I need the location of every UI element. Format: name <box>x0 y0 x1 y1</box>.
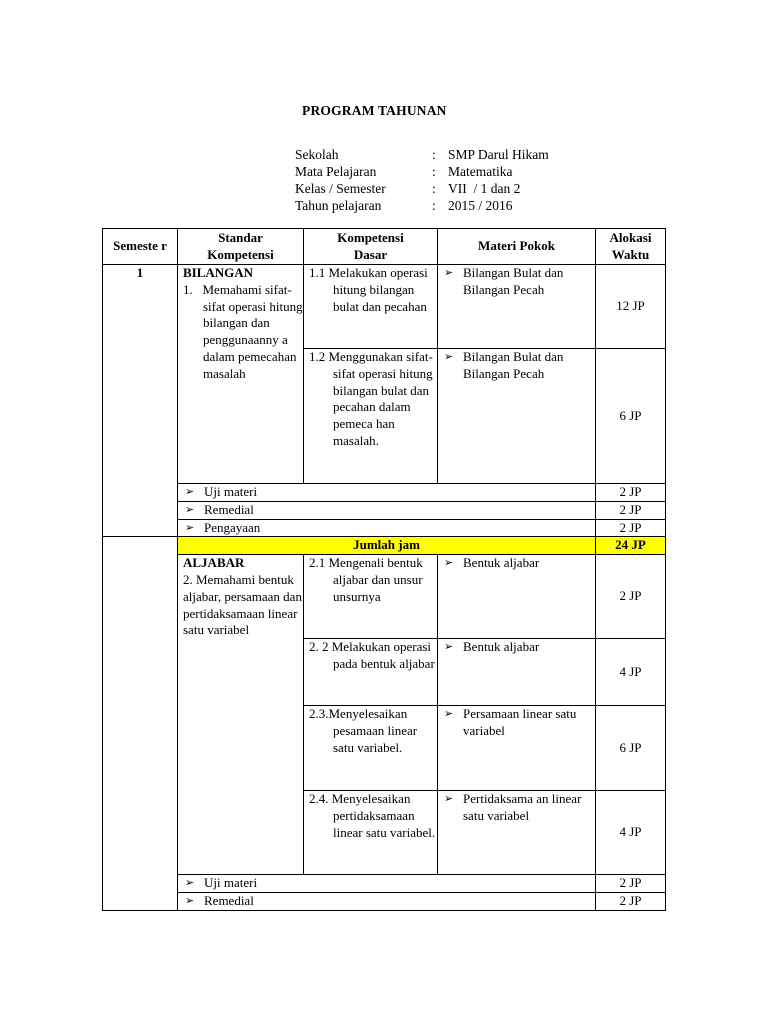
kd-text: 1.1 Melakukan operasi hitung bilangan bulat dan pecahan <box>309 265 428 314</box>
info-value: 2015 / 2016 <box>448 198 513 213</box>
table-row <box>103 892 666 910</box>
jp-cell: 6 JP <box>596 349 666 484</box>
header-alokasi: Alokasi Waktu <box>596 229 666 265</box>
arrow-right-icon: ➢ <box>185 894 195 907</box>
info-value: SMP Darul Hikam <box>448 147 549 162</box>
extra-label: Uji materi <box>204 875 258 891</box>
jp-cell: 2 JP <box>596 892 666 910</box>
info-label: Kelas / Semester <box>295 181 386 196</box>
jp-cell: 2 JP <box>596 875 666 893</box>
header-semester: Semeste r <box>103 229 178 265</box>
materi-text: Bilangan Bulat dan Bilangan Pecah <box>463 265 564 297</box>
info-colon: : <box>432 181 436 196</box>
table-row <box>103 519 666 537</box>
jumlah-row <box>103 537 666 555</box>
extra-label: Pengayaan <box>204 519 261 535</box>
materi-cell <box>438 265 596 349</box>
extra-label: Remedial <box>204 892 254 908</box>
table-header-row <box>103 229 666 265</box>
extra-cell <box>178 875 596 893</box>
kd-cell <box>304 265 438 349</box>
table-row <box>103 484 666 502</box>
table-row <box>103 555 666 639</box>
arrow-right-icon: ➢ <box>185 486 195 498</box>
jp-cell: 2 JP <box>596 484 666 502</box>
materi-text: Bentuk aljabar <box>463 639 540 655</box>
kd-cell <box>304 791 438 875</box>
info-block <box>295 146 549 214</box>
arrow-right-icon: ➢ <box>444 793 454 806</box>
page-title: PROGRAM TAHUNAN <box>302 103 447 118</box>
jp-cell: 2 JP <box>596 555 666 639</box>
info-row-mata-pelajaran <box>295 163 549 180</box>
arrow-right-icon: ➢ <box>185 877 195 890</box>
info-colon: : <box>432 147 436 162</box>
jp-cell: 6 JP <box>596 706 666 791</box>
materi-text: Bentuk aljabar <box>463 555 540 571</box>
materi-cell <box>438 639 596 706</box>
standar-desc: 1. Memahami sifat-sifat operasi hitung bilangan dan penggunaanny a dalam pemecahan masalah <box>183 281 306 381</box>
info-row-tahun <box>295 197 549 214</box>
jp-cell: 2 JP <box>596 501 666 519</box>
jp-cell: 4 JP <box>596 791 666 875</box>
kd-text: 2.3.Menyelesaikan pesamaan linear satu variabel. <box>309 706 418 755</box>
info-value: Matematika <box>448 164 513 179</box>
jumlah-value: 24 JP <box>596 537 666 555</box>
kd-text: 2.4. Menyelesaikan pertidaksamaan linear satu variabel. <box>309 791 436 840</box>
info-label: Sekolah <box>295 147 339 162</box>
kd-cell <box>304 639 438 706</box>
materi-text: Pertidaksama an linear satu variabel <box>463 791 582 823</box>
materi-text: Persamaan linear satu variabel <box>463 706 577 738</box>
jp-cell: 2 JP <box>596 519 666 537</box>
table-row <box>103 875 666 893</box>
arrow-right-icon: ➢ <box>444 641 454 654</box>
table-row <box>103 501 666 519</box>
extra-cell <box>178 484 596 502</box>
jp-cell: 12 JP <box>596 265 666 349</box>
materi-cell <box>438 555 596 639</box>
kd-cell <box>304 349 438 484</box>
standar-aljabar <box>178 555 304 875</box>
header-standar: Standar Kompetensi <box>178 229 304 265</box>
materi-cell <box>438 706 596 791</box>
standar-desc: 2. Memahami bentuk aljabar, persamaan dan pertidaksamaan linear satu variabel <box>183 571 302 638</box>
arrow-right-icon: ➢ <box>185 503 195 516</box>
materi-cell <box>438 349 596 484</box>
arrow-right-icon: ➢ <box>444 351 454 363</box>
info-value: VII / 1 dan 2 <box>448 181 521 196</box>
materi-text: Bilangan Bulat dan Bilangan Pecah <box>463 349 564 381</box>
info-row-sekolah <box>295 146 549 163</box>
standar-bilangan <box>178 265 304 484</box>
semester-cell: 1 <box>103 265 178 537</box>
info-label: Tahun pelajaran <box>295 198 382 213</box>
standar-heading: ALJABAR <box>183 555 245 571</box>
info-colon: : <box>432 164 436 179</box>
arrow-right-icon: ➢ <box>444 708 454 721</box>
header-kompetensi: Kompetensi Dasar <box>304 229 438 265</box>
info-label: Mata Pelajaran <box>295 164 377 179</box>
header-materi: Materi Pokok <box>438 229 596 265</box>
table-row <box>103 265 666 349</box>
jumlah-label: Jumlah jam <box>178 537 596 555</box>
kd-text: 2.1 Mengenali bentuk aljabar dan unsur unsurnya <box>309 555 423 604</box>
extra-label: Uji materi <box>204 484 258 499</box>
arrow-right-icon: ➢ <box>444 267 454 279</box>
extra-cell <box>178 892 596 910</box>
standar-heading: BILANGAN <box>183 265 254 280</box>
materi-cell <box>438 791 596 875</box>
arrow-right-icon: ➢ <box>444 557 454 570</box>
semester-cell-blank <box>103 555 178 911</box>
kd-text: 1.2 Menggunakan sifat-sifat operasi hitung bilangan bulat dan pecahan dalam pemeca han masalah. <box>309 349 433 448</box>
info-colon: : <box>432 198 436 213</box>
info-row-kelas <box>295 180 549 197</box>
arrow-right-icon: ➢ <box>185 521 195 534</box>
kd-text: 2. 2 Melakukan operasi pada bentuk aljabar <box>309 639 435 671</box>
semester-cell-blank <box>103 537 178 555</box>
extra-cell <box>178 519 596 537</box>
extra-label: Remedial <box>204 501 254 517</box>
program-table <box>102 228 666 911</box>
jp-cell: 4 JP <box>596 639 666 706</box>
extra-cell <box>178 501 596 519</box>
kd-cell <box>304 706 438 791</box>
kd-cell <box>304 555 438 639</box>
